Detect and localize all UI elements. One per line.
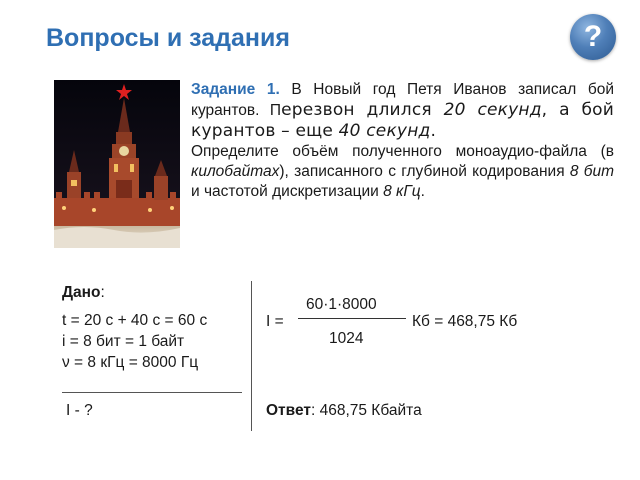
fraction-bar xyxy=(298,318,406,319)
given-line-time: t = 20 с + 40 с = 60 с xyxy=(62,312,208,329)
task-unit: килобайтах xyxy=(191,163,280,180)
task-question-part: Определите объём полученного моноаудио-файла (в xyxy=(191,143,614,160)
horizontal-divider xyxy=(62,392,242,393)
task-question-part: . xyxy=(420,183,425,200)
given-line-frequency: ν = 8 кГц = 8000 Гц xyxy=(62,354,199,371)
answer-value: : 468,75 Кбайта xyxy=(310,402,422,419)
task-statement xyxy=(191,80,614,142)
formula-lhs: I = xyxy=(266,313,284,330)
given-heading-colon: : xyxy=(100,284,105,301)
task-duration-1: 20 секунд xyxy=(443,100,542,120)
task-depth: 8 бит xyxy=(569,163,614,180)
vertical-divider xyxy=(251,281,252,431)
task-text-part: . xyxy=(430,121,437,141)
given-heading-label: Дано xyxy=(62,284,101,301)
kremlin-tower-illustration xyxy=(54,80,180,248)
task-text-part: В Новый год Петя Иванов записал бой курантов. П xyxy=(191,81,614,119)
given-line-depth: i = 8 бит = 1 байт xyxy=(62,333,185,350)
find-line: I - ? xyxy=(66,402,93,419)
task-question-part: и частотой дискретизации xyxy=(191,183,384,200)
task-question-part: ), записанного с глубиной кодирования xyxy=(279,163,570,180)
answer-line xyxy=(266,402,422,420)
formula-result: Кб = 468,75 Кб xyxy=(412,313,518,330)
question-mark-icon: ? xyxy=(583,20,603,53)
task-text-part: ерезвон длился xyxy=(281,100,444,120)
help-button[interactable] xyxy=(570,14,616,60)
page-title: Вопросы и задания xyxy=(46,24,290,52)
task-duration-2: 40 секунд xyxy=(338,121,431,141)
given-heading xyxy=(62,284,105,302)
task-text xyxy=(191,80,614,202)
formula-denominator: 1024 xyxy=(329,330,364,347)
task-frequency: 8 кГц xyxy=(383,183,421,200)
answer-label: Ответ xyxy=(266,402,311,419)
task-text-part: , а бой курантов – еще xyxy=(191,100,615,141)
task-label: Задание 1. xyxy=(191,81,280,98)
task-question xyxy=(191,142,614,202)
formula-numerator: 60·1·8000 xyxy=(306,296,377,313)
kremlin-tower-photo xyxy=(54,80,180,248)
